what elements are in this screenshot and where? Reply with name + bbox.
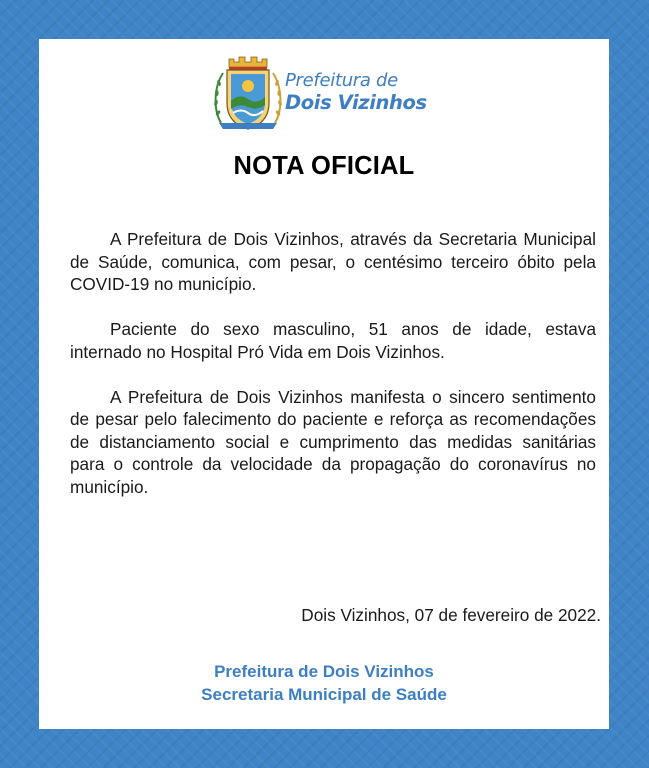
signature-line-2: Secretaria Municipal de Saúde [201, 685, 447, 704]
paragraph-1: A Prefeitura de Dois Vizinhos, através da Secretaria Municipal de Saúde, comunica, com pesar, o centésimo terceiro óbito pela COVID-19 no município. [70, 229, 596, 294]
paragraph-3: A Prefeitura de Dois Vizinhos manifesta o sincero sentimento de pesar pelo falecimento do paciente e reforça as recomendações de distanciamento social e cumprimento das medidas sanitárias para o controle da velocidade da propagação do coronavírus no município. [70, 386, 596, 497]
document-title: NOTA OFICIAL [233, 152, 415, 180]
date-line: Dois Vizinhos, 07 de fevereiro de 2022. [301, 605, 601, 625]
official-note-card [39, 39, 609, 729]
signature-block [39, 660, 609, 706]
prefeitura-logo [211, 53, 451, 131]
logo-line-2: Dois Vizinhos [285, 91, 427, 114]
signature-line-1: Prefeitura de Dois Vizinhos [214, 662, 434, 681]
logo-line-1: Prefeitura de [285, 70, 398, 91]
document-body [70, 228, 596, 521]
municipal-coat-of-arms-icon [211, 53, 285, 131]
logo-wordmark [285, 72, 427, 113]
paragraph-2: Paciente do sexo masculino, 51 anos de idade, estava internado no Hospital Pró Vida em Dois Vizinhos. [70, 319, 596, 362]
